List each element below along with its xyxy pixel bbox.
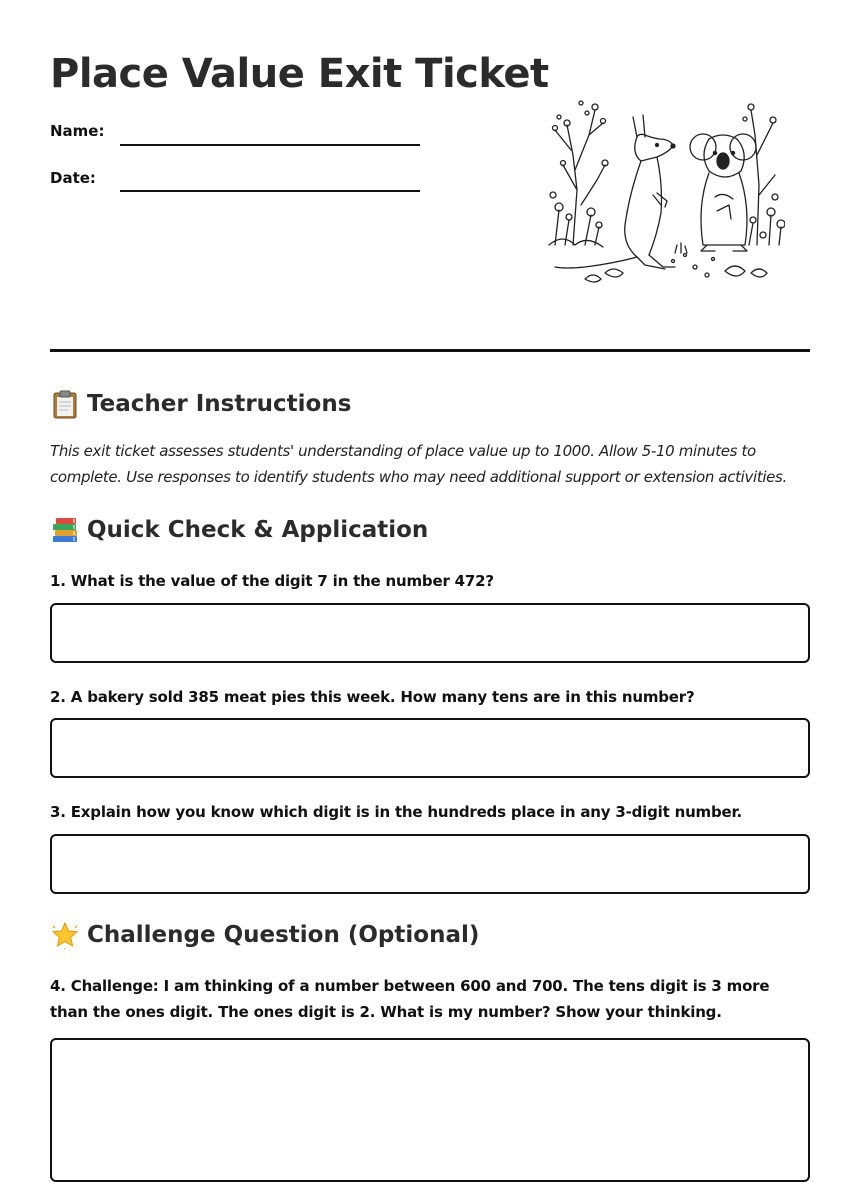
answer-box-3[interactable] (50, 834, 810, 894)
name-label: Name: (50, 122, 105, 140)
page-title: Place Value Exit Ticket (50, 51, 549, 97)
kangaroo-koala-illustration (545, 95, 785, 295)
quick-check-title: Quick Check & Application (87, 517, 429, 543)
answer-box-2[interactable] (50, 718, 810, 778)
answer-box-4[interactable] (50, 1038, 810, 1182)
name-line (120, 144, 420, 146)
date-line (120, 190, 420, 192)
quick-check-heading (50, 515, 428, 545)
teacher-instructions-heading (50, 389, 351, 419)
answer-box-1[interactable] (50, 603, 810, 663)
question-2: 2. A bakery sold 385 meat pies this week. How many tens are in this number? (50, 688, 695, 706)
teacher-instructions-text: This exit ticket assesses students' understanding of place value up to 1000. Allow 5-10 minutes to complete. Use responses to identify students who may need additional support or extension activities. (50, 442, 787, 486)
challenge-title: Challenge Question (Optional) (87, 922, 480, 948)
challenge-heading (50, 920, 479, 950)
teacher-instructions-title: Teacher Instructions (87, 391, 352, 417)
header-divider (50, 349, 810, 352)
question-3: 3. Explain how you know which digit is in the hundreds place in any 3-digit number. (50, 803, 743, 821)
clipboard-icon (50, 389, 80, 419)
question-4: 4. Challenge: I am thinking of a number between 600 and 700. The tens digit is 3 more than the ones digit. The ones digit is 2. What is my number? Show your thinking. (50, 977, 770, 1021)
books-icon (50, 515, 80, 545)
question-1: 1. What is the value of the digit 7 in the number 472? (50, 572, 494, 590)
star-icon (50, 920, 80, 950)
date-label: Date: (50, 169, 96, 187)
